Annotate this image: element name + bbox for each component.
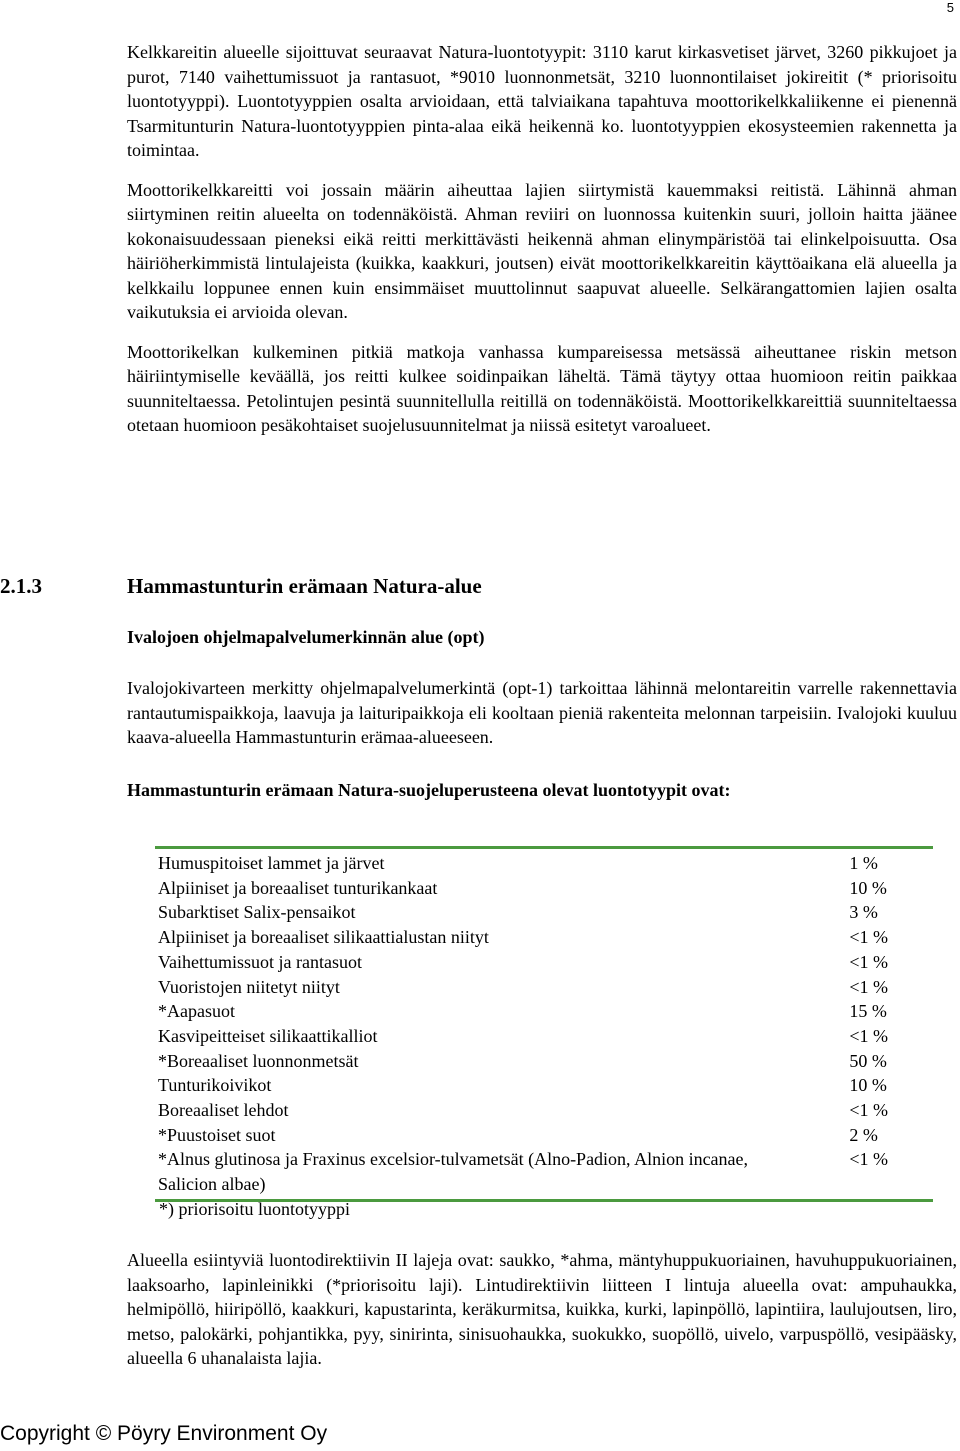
intro-section bbox=[127, 40, 957, 438]
table-row bbox=[155, 1024, 933, 1049]
habitat-name: Tunturikoivikot bbox=[158, 1075, 272, 1096]
table-top-rule bbox=[155, 846, 933, 849]
paragraph-species-list: Alueella esiintyviä luontodirektiivin II lajeja ovat: saukko, *ahma, mäntyhuppukuoriainen, havuhuppukuoriainen, laaksoarho, lapinleinikki (*priorisoitu laji). Lintudirektiivin liitteen I lintuja alueella ovat: ampuhaukka, helmipöllö, hiiripöllö, kaakkuri, kapustarinta, keräkurmitsa, kuikka, kurki, lapinpöllö, lapintiira, laulujoutsen, liro, metso, palokärki, pohjantikka, pyy, sinirinta, sinisuohaukka, suokukko, suopöllö, uivelo, varpuspöllö, vesipääsky, alueella 6 uhanalaista lajia. bbox=[127, 1250, 957, 1368]
table-row bbox=[155, 1049, 933, 1074]
paragraph-capercaillie-risk: Moottorikelkan kulkeminen pitkiä matkoja vanhassa kumpareisessa metsässä aiheuttanee riskin metson häiriintymiselle keväällä, jos reitti kulkee soidinpaikan läheltä. Tämä täytyy ottaa huomioon reitin paikkaa suunniteltaessa. Petolintujen pesintä suunnitellulla reitillä on todennäköistä. Moottorikelkkareittiä suunniteltaessa otetaan huomioon pesäkohtaiset suojelusuunnitelmat ja niissä esitetyt varoalueet. bbox=[127, 341, 957, 435]
table-row bbox=[155, 1147, 933, 1196]
table-row bbox=[155, 925, 933, 950]
habitat-name: Vaihettumissuot ja rantasuot bbox=[158, 951, 362, 972]
table-footnote: *) priorisoitu luontotyyppi bbox=[159, 1199, 350, 1219]
habitat-name: *Puustoiset suot bbox=[158, 1124, 276, 1145]
copyright-footer: Copyright © Pöyry Environment Oy bbox=[0, 1422, 328, 1445]
species-section bbox=[127, 1248, 957, 1371]
habitat-name: Humuspitoiset lammet ja järvet bbox=[158, 853, 385, 873]
table-row bbox=[155, 999, 933, 1024]
habitat-share: <1 % bbox=[849, 1149, 889, 1170]
habitat-name: *Aapasuot bbox=[158, 1001, 235, 1022]
habitat-name: Vuoristojen niitetyt niityt bbox=[158, 976, 340, 997]
habitat-share: <1 % bbox=[849, 1025, 889, 1046]
section-title: Hammastunturin erämaan Natura-alue bbox=[127, 574, 482, 598]
habitat-share: <1 % bbox=[849, 927, 889, 948]
table-row bbox=[155, 1098, 933, 1123]
section-number: 2.1.3 bbox=[0, 574, 42, 598]
subsection bbox=[127, 625, 957, 802]
paragraph-natura-habitats: Kelkkareitin alueelle sijoittuvat seuraavat Natura-luontotyypit: 3110 karut kirkasvetiset järvet, 3260 pikkujoet ja purot, 7140 vaihettumissuot ja rantasuot, *9010 luonnonmetsät, 3210 luonnontilaiset jokireitit (* priorisoitu luontotyyppi). Luontotyyppien osalta arvioidaan, että talviaikana tapahtuva moottorikelkkaliikenne ei pienennä Tsarmitunturin Natura-luontotyyppien pinta-alaa eikä heikennä ko. luontotyyppien ekosysteemien rakennetta ja toimintaa. bbox=[127, 42, 957, 160]
habitat-share: <1 % bbox=[849, 951, 889, 972]
habitat-name: *Boreaaliset luonnonmetsät bbox=[158, 1050, 359, 1071]
habitat-share: 2 % bbox=[849, 1124, 878, 1145]
table-row bbox=[155, 950, 933, 975]
table-row bbox=[155, 1073, 933, 1098]
subsection-title: Ivalojoen ohjelmapalvelumerkinnän alue (opt) bbox=[127, 627, 485, 647]
paragraph-ivalojoki: Ivalojokivarteen merkitty ohjelmapalvelumerkintä (opt-1) tarkoittaa lähinnä melontareitin varrelle rakennettavia rantautumispaikkoja, laavuja ja laituripaikkoja eli kooltaan pieniä rakenteita melonnan tarpeisiin. Ivalojoki kuuluu kaava-alueella Hammastunturin erämaa-alueeseen. bbox=[127, 678, 957, 747]
table-row bbox=[155, 900, 933, 925]
habitat-name: Subarktiset Salix-pensaikot bbox=[158, 902, 356, 923]
habitat-share: 10 % bbox=[849, 877, 887, 898]
habitat-share: 3 % bbox=[849, 902, 878, 923]
habitat-share: 15 % bbox=[849, 1001, 887, 1022]
habitat-name: Alpiiniset ja boreaaliset silikaattialustan niityt bbox=[158, 927, 489, 948]
habitat-share: 1 % bbox=[849, 853, 878, 873]
habitat-share: <1 % bbox=[849, 1100, 889, 1121]
habitat-share: <1 % bbox=[849, 976, 889, 997]
habitat-table-body bbox=[155, 851, 933, 1197]
habitat-name: Alpiiniset ja boreaaliset tunturikankaat bbox=[158, 877, 438, 898]
table-row bbox=[155, 1123, 933, 1148]
habitat-share: 10 % bbox=[849, 1075, 887, 1096]
habitat-table bbox=[155, 846, 933, 1202]
habitat-name: Kasvipeitteiset silikaattikalliot bbox=[158, 1025, 378, 1046]
table-heading: Hammastunturin erämaan Natura-suojeluperusteena olevat luontotyypit ovat: bbox=[127, 779, 731, 800]
table-row bbox=[155, 876, 933, 901]
paragraph-species-displacement: Moottorikelkkareitti voi jossain määrin aiheuttaa lajien siirtymistä kauemmaksi reitistä. Lähinnä ahman siirtyminen reitin alueelta on todennäköistä. Ahman reviiri on luonnossa kuitenkin suuri, jolloin haitta jäänee kokonaisuudessaan pieneksi eikä reitti merkittävästi heikennä ahman elinympäristöä tai elinkelpoisuutta. Osa häiriöherkimmistä lintulajeista (kuikka, kaakkuri, joutsen) eivät moottorikelkkareitin käyttöaikana elä alueella ja kelkkailu loppunee ennen kuin ensimmäiset muuttolinnut saapuvat alueelle. Selkärangattomien lajien osalta vaikutuksia ei arvioida olevan. bbox=[127, 179, 957, 322]
habitat-share: 50 % bbox=[849, 1050, 887, 1071]
habitat-name: *Alnus glutinosa ja Fraxinus excelsior-tulvametsät (Alno-Padion, Alnion incanae, Salicion albae) bbox=[158, 1149, 749, 1195]
page-number: 5 bbox=[946, 0, 954, 15]
table-row bbox=[155, 851, 933, 876]
table-row bbox=[155, 975, 933, 1000]
habitat-name: Boreaaliset lehdot bbox=[158, 1100, 289, 1121]
